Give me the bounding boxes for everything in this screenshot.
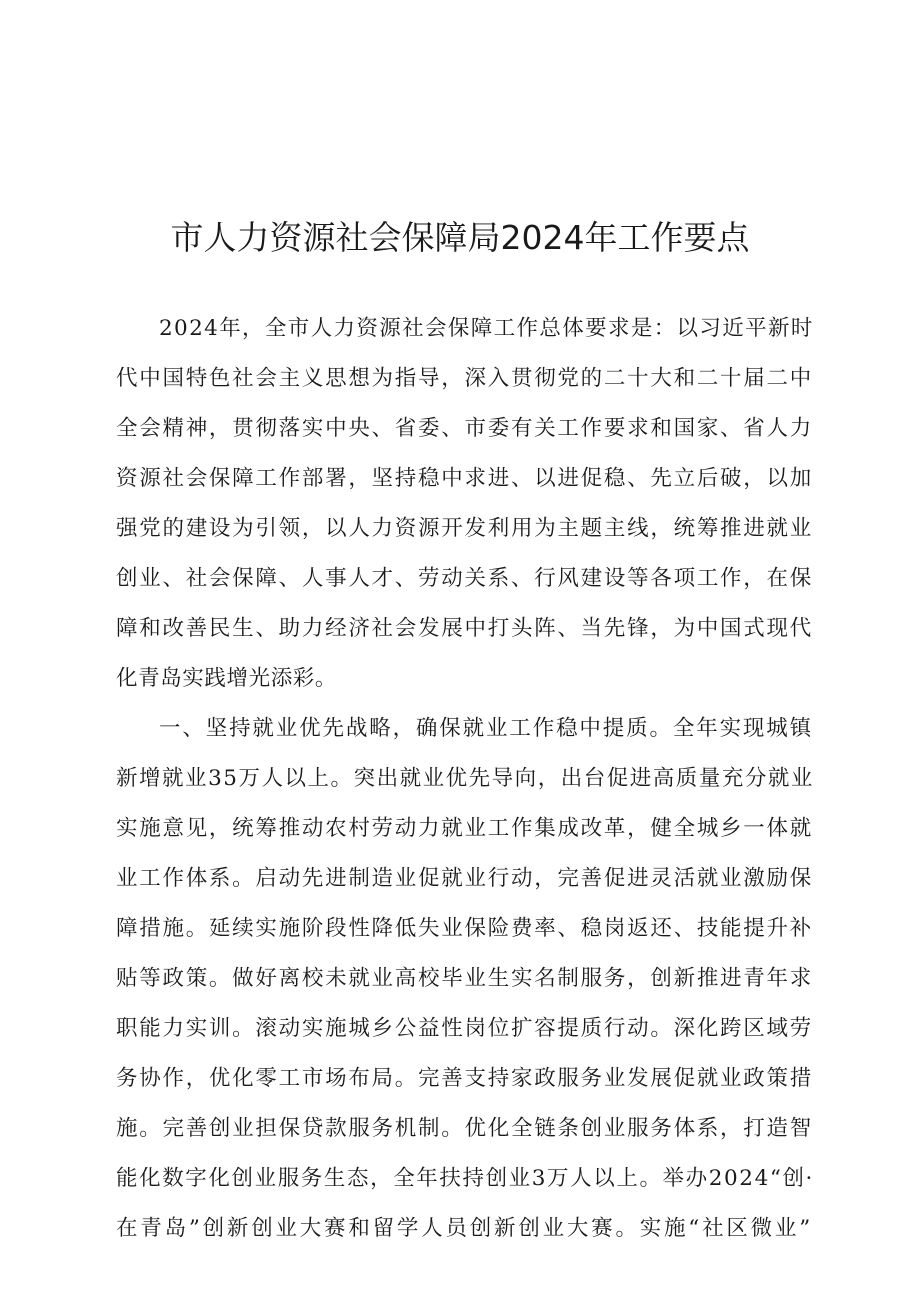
text-line: 全会精神，贯彻落实中央、省委、市委有关工作要求和国家、省人力 — [116, 416, 813, 441]
text-line: 在青岛”创新创业大赛和留学人员创新创业大赛。实施“社区微业” — [116, 1216, 813, 1241]
document-body — [116, 304, 813, 1254]
text-line: 实施意见，统筹推动农村劳动力就业工作集成改革，健全城乡一体就 — [116, 816, 813, 841]
text-line: 障和改善民生、助力经济社会发展中打头阵、当先锋，为中国式现代 — [116, 616, 813, 641]
text-line: 创业、社会保障、人事人才、劳动关系、行风建设等各项工作，在保 — [116, 566, 813, 591]
text-line: 强党的建设为引领，以人力资源开发利用为主题主线，统筹推进就业 — [116, 516, 813, 541]
text-line: 一、坚持就业优先战略，确保就业工作稳中提质。全年实现城镇 — [159, 716, 813, 741]
text-line: 障措施。延续实施阶段性降低失业保险费率、稳岗返还、技能提升补 — [116, 916, 813, 941]
paragraph-employment-priority — [116, 704, 813, 1254]
text-line: 施。完善创业担保贷款服务机制。优化全链条创业服务体系，打造智 — [116, 1116, 813, 1141]
text-line: 化青岛实践增光添彩。 — [116, 666, 338, 691]
text-line: 业工作体系。启动先进制造业促就业行动，完善促进灵活就业激励保 — [116, 866, 813, 891]
document-title: 市人力资源社会保障局2024年工作要点 — [170, 218, 750, 257]
paragraph-general-requirements — [116, 304, 813, 704]
text-line: 新增就业35万人以上。突出就业优先导向，出台促进高质量充分就业 — [116, 766, 814, 791]
text-line: 能化数字化创业服务生态，全年扶持创业3万人以上。举办2024“创· — [116, 1166, 814, 1191]
text-line: 职能力实训。滚动实施城乡公益性岗位扩容提质行动。深化跨区域劳 — [116, 1016, 813, 1041]
text-line: 2024年，全市人力资源社会保障工作总体要求是：以习近平新时 — [159, 316, 814, 341]
text-line: 资源社会保障工作部署，坚持稳中求进、以进促稳、先立后破，以加 — [116, 466, 813, 491]
text-line: 贴等政策。做好离校未就业高校毕业生实名制服务，创新推进青年求 — [116, 966, 813, 991]
text-line: 务协作，优化零工市场布局。完善支持家政服务业发展促就业政策措 — [116, 1066, 813, 1091]
text-line: 代中国特色社会主义思想为指导，深入贯彻党的二十大和二十届二中 — [116, 366, 813, 391]
